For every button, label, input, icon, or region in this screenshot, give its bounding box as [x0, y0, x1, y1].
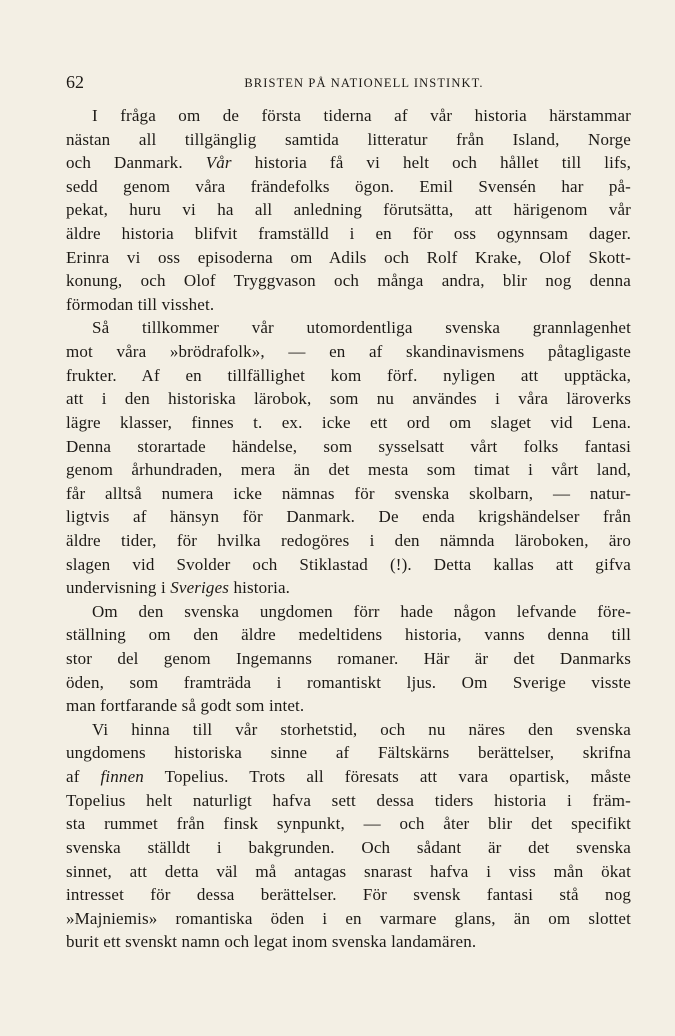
text-line: [66, 812, 631, 836]
line-text: man fortfarande så godt som intet.: [66, 696, 305, 716]
line-text: äldre tider, för hvilka redogöres i den nämnda läroboken, äro: [66, 530, 631, 550]
text-line: [66, 576, 631, 600]
text-line: [66, 435, 631, 459]
text-line: [66, 411, 631, 435]
body-text: [66, 104, 631, 954]
text-line: [66, 553, 631, 577]
line-text: Denna storartade händelse, som sysselsatt vårt folks fantasi: [66, 436, 631, 456]
text-line: [66, 836, 631, 860]
text-line: [66, 505, 631, 529]
text-line: [66, 930, 631, 954]
line-text: frukter. Af en tillfällighet kom förf. nyligen att upptäcka,: [66, 365, 631, 385]
line-text: svenska ställdt i bakgrunden. Och sådant är det svenska: [66, 837, 631, 857]
line-text: stor del genom Ingemanns romaner. Här är det Danmarks: [66, 649, 631, 669]
line-text: undervisning i: [66, 578, 171, 598]
text-line: [66, 128, 631, 152]
text-line: [66, 671, 631, 695]
line-text: och Danmark.: [66, 153, 206, 173]
line-text: sedd genom våra frändefolks ögon. Emil Svensén har på-: [66, 176, 631, 196]
text-line: [66, 623, 631, 647]
text-line: [66, 529, 631, 553]
line-text: I fråga om de första tiderna af vår historia härstammar: [92, 106, 631, 125]
text-line: [66, 600, 631, 624]
line-text: ungdomens historiska sinne af Fältskärns berättelser, skrifna: [66, 743, 631, 763]
text-line: [66, 789, 631, 813]
paragraph: [66, 600, 631, 718]
paragraph: [66, 316, 631, 599]
line-text: burit ett svenskt namn och legat inom svenska landamären.: [66, 932, 477, 952]
italic-text: Vår: [205, 153, 232, 173]
line-text: sinnet, att detta väl må antagas snarast hafva i viss mån ökat: [66, 861, 631, 881]
line-text: konung, och Olof Tryggvason och många andra, blir nog denna: [66, 271, 631, 291]
line-text: äldre historia blifvit framställd i en för oss ogynnsam dager.: [66, 224, 631, 244]
line-text: mot våra »brödrafolk», — en af skandinavismens påtagligaste: [66, 342, 631, 362]
paragraph: [66, 718, 631, 954]
line-text: historia få vi helt och hållet till lifs,: [231, 153, 631, 173]
text-line: [66, 907, 631, 931]
line-text: Topelius helt naturligt hafva sett dessa tiders historia i främ-: [66, 790, 631, 810]
line-text: öden, som framträda i romantiskt ljus. Om Sverige visste: [66, 672, 631, 692]
text-line: [66, 246, 631, 270]
line-text: nästan all tillgänglig samtida litteratur från Island, Norge: [66, 129, 631, 149]
text-line: [66, 340, 631, 364]
line-text: ligtvis af hänsyn för Danmark. De enda krigshändelser från: [66, 507, 631, 527]
text-line: [66, 860, 631, 884]
text-line: [66, 387, 631, 411]
line-text: slagen vid Svolder och Stiklastad (!). Detta kallas att gifva: [66, 554, 631, 574]
italic-text: finnen: [100, 767, 144, 787]
text-line: [66, 741, 631, 765]
line-text: pekat, huru vi ha all anledning förutsätta, att härigenom vår: [66, 200, 631, 220]
line-text: lägre klasser, finnes t. ex. icke ett ord om slaget vid Lena.: [66, 412, 631, 432]
line-text: genom århundraden, mera än det mesta som timat i vårt land,: [66, 460, 631, 480]
line-text: Så tillkommer vår utomordentliga svenska grannlagenhet: [92, 318, 631, 338]
line-text: får alltså numera icke nämnas för svenska skolbarn, — natur-: [66, 483, 631, 503]
text-line: [66, 718, 631, 742]
line-text: Om den svenska ungdomen förr hade någon lefvande före-: [92, 601, 631, 621]
text-line: [66, 198, 631, 222]
page-number: 62: [66, 72, 84, 92]
text-line: [66, 694, 631, 718]
running-title: BRISTEN PÅ NATIONELL INSTINKT.: [244, 76, 484, 90]
text-line: [66, 883, 631, 907]
paragraph: [66, 104, 631, 316]
text-line: [66, 458, 631, 482]
line-text: historia.: [229, 578, 291, 598]
line-text: af: [66, 767, 101, 787]
text-line: [66, 104, 631, 128]
italic-text: Sveriges: [170, 578, 230, 598]
line-text: Topelius. Trots all föresats att vara opartisk, måste: [143, 767, 631, 787]
running-head: [66, 72, 634, 92]
line-text: Vi hinna till vår storhetstid, och nu näres den svenska: [92, 719, 631, 739]
line-text: »Majniemis» romantiska öden i en varmare glans, än om slottet: [66, 908, 631, 928]
text-line: [66, 647, 631, 671]
text-line: [66, 364, 631, 388]
text-line: [66, 293, 631, 317]
line-text: förmodan till visshet.: [66, 294, 215, 314]
text-line: [66, 175, 631, 199]
line-text: Erinra vi oss episoderna om Adils och Rolf Krake, Olof Skott-: [66, 247, 631, 267]
line-text: ställning om den äldre medeltidens historia, vanns denna till: [66, 625, 631, 645]
line-text: sta rummet från finsk synpunkt, — och åter blir det specifikt: [66, 814, 631, 834]
text-line: [66, 765, 631, 789]
text-line: [66, 269, 631, 293]
line-text: intresset för dessa berättelser. För svensk fantasi stå nog: [66, 885, 631, 905]
text-line: [66, 151, 631, 175]
text-line: [66, 482, 631, 506]
line-text: att i den historiska lärobok, som nu användes i våra läroverks: [66, 389, 631, 409]
text-line: [66, 316, 631, 340]
text-line: [66, 222, 631, 246]
